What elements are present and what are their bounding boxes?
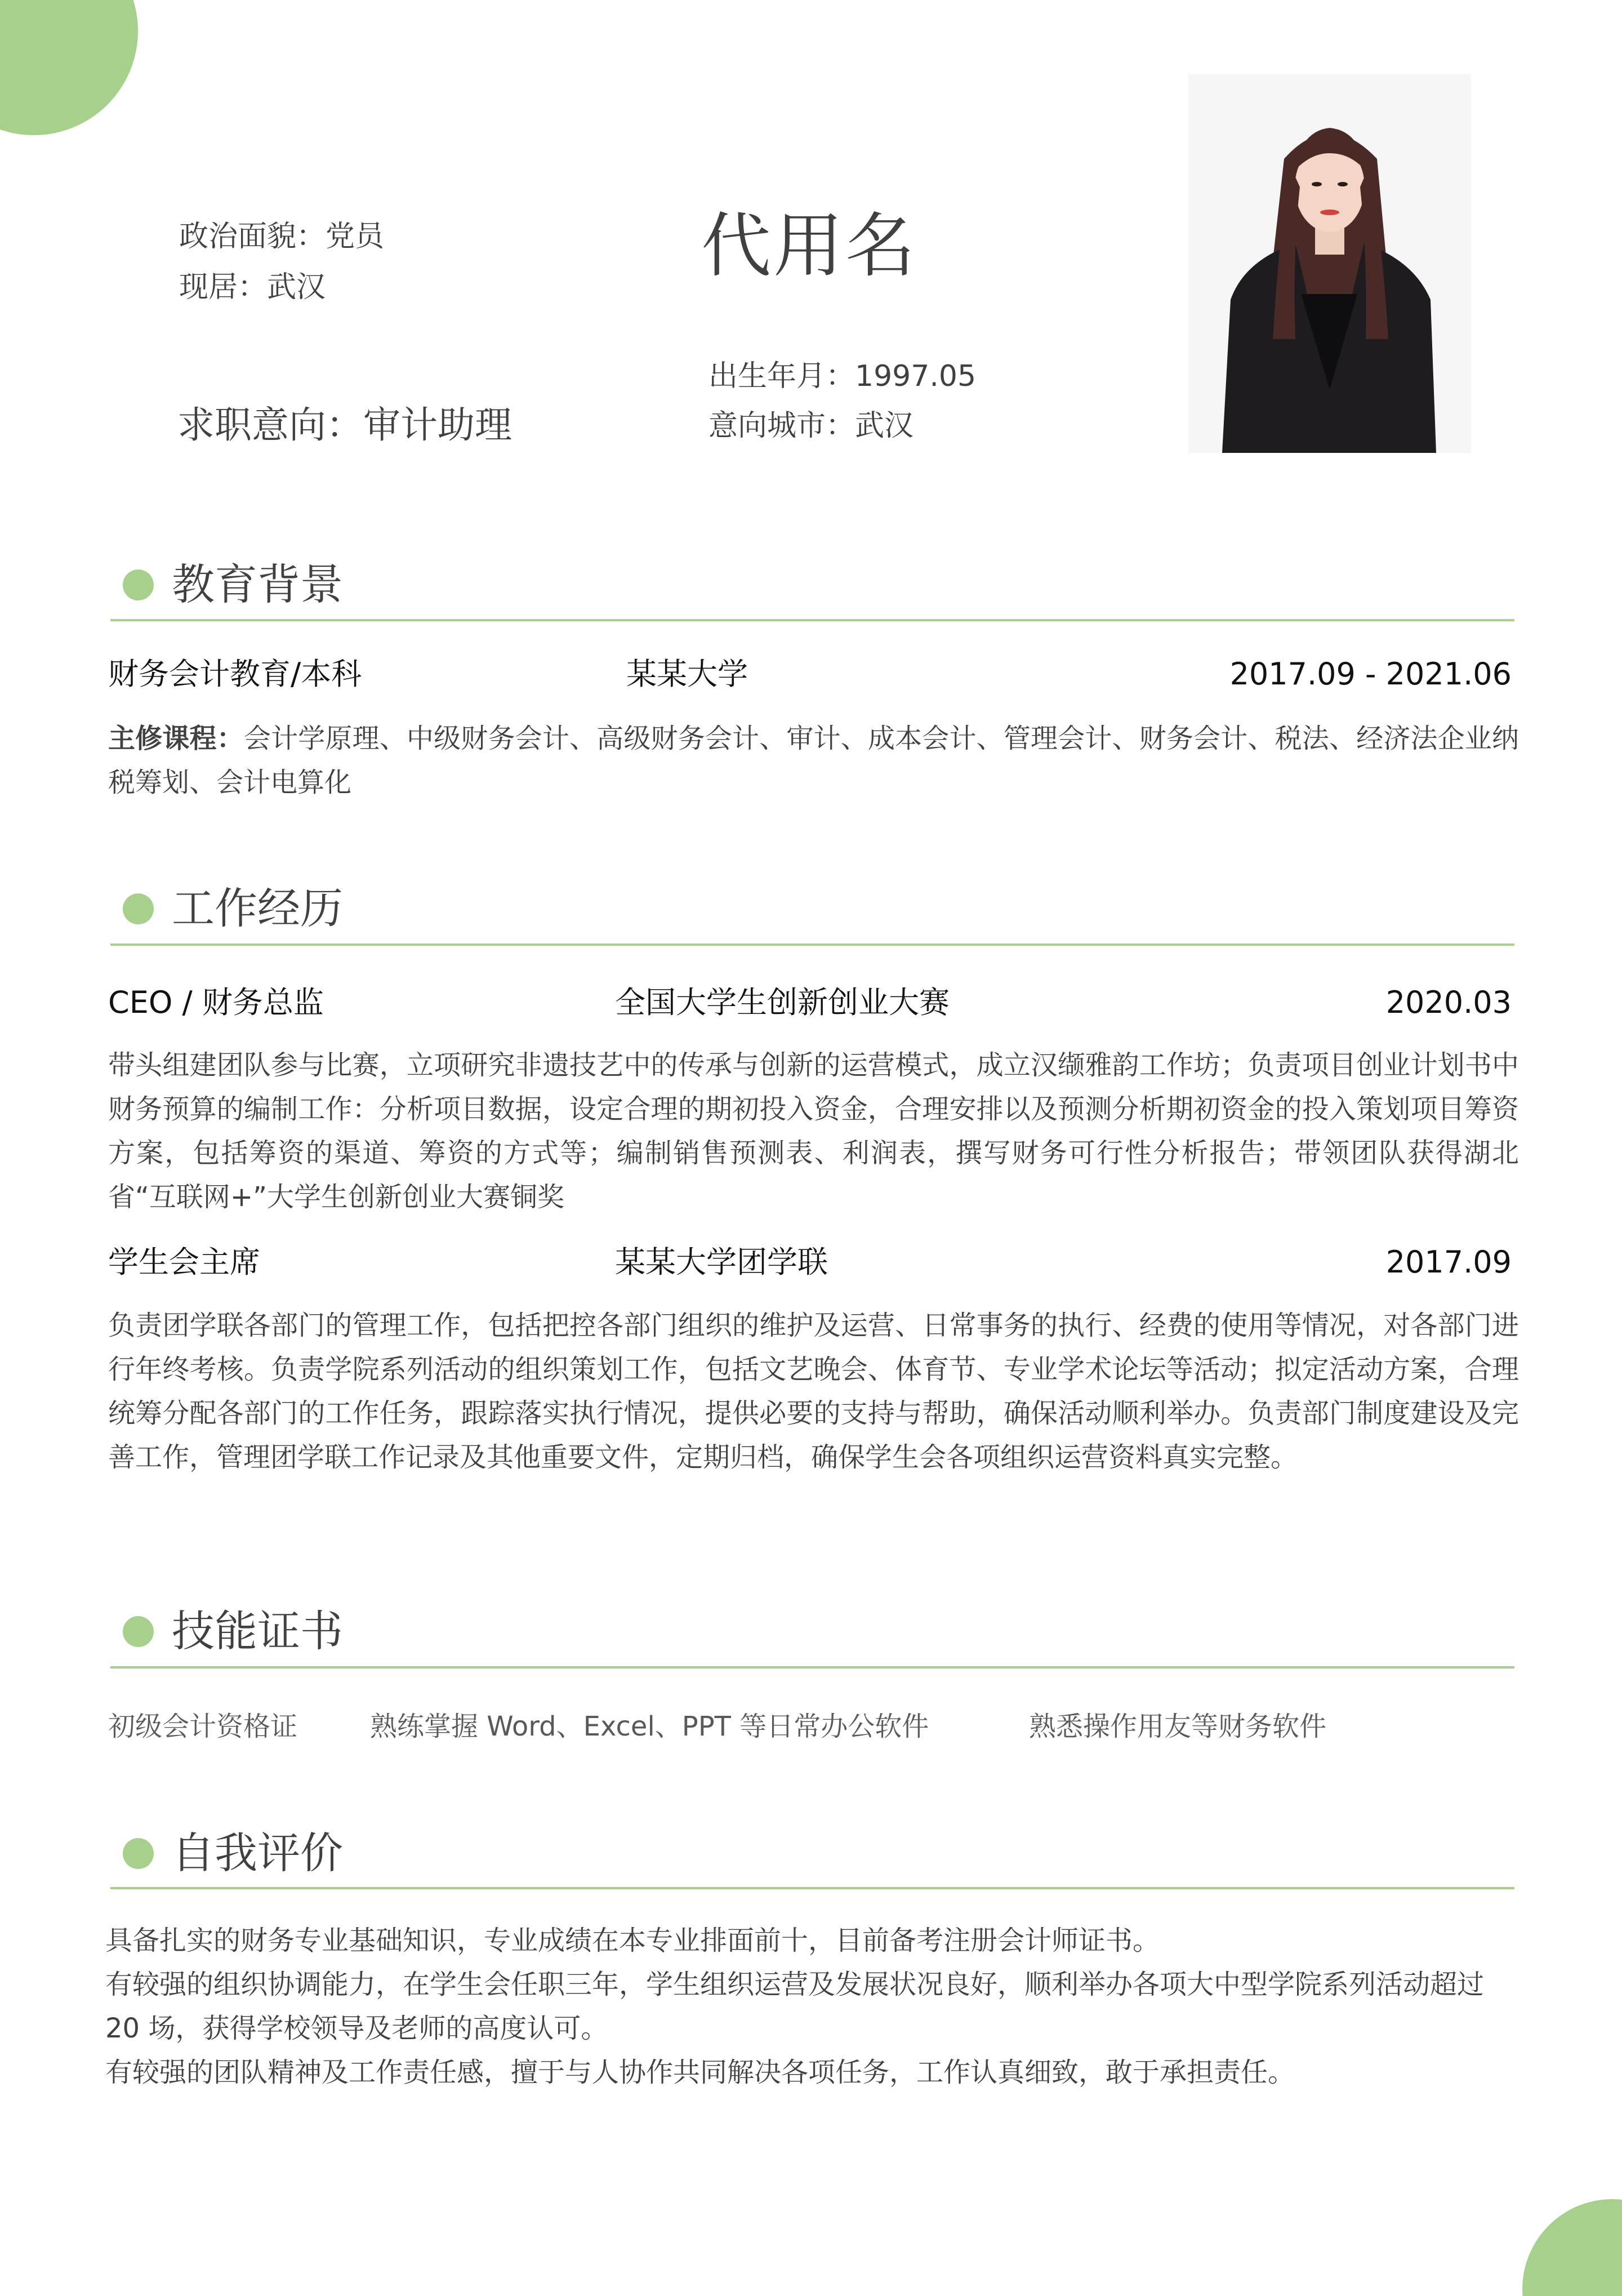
birth-date: 出生年月：1997.05: [708, 359, 977, 393]
education-entry: [108, 655, 1512, 694]
profile-photo: [1188, 74, 1471, 453]
section-work-header: [110, 876, 1514, 944]
job-intent: 求职意向：审计助理: [177, 403, 512, 447]
work-date: 2020.03: [1385, 985, 1512, 1020]
candidate-name: 代用名: [701, 206, 918, 287]
education-courses: [108, 717, 1519, 804]
work-description: 负责团学联各部门的管理工作，包括把控各部门组织的维护及运营、日常事务的执行、经费的使用等情况，对各部门进行年终考核。负责学院系列活动的组织策划工作，包括文艺晚会、体育节、专业学术论坛等活动；拟定活动方案，合理统筹分配各部门的工作任务，跟踪落实执行情况，提供必要的支持与帮助，确保活动顺利举办。负责部门制度建设及完善工作，管理团学联工作记录及其他重要文件，定期归档，确保学生会各项组织运营资料真实完整。: [108, 1310, 1519, 1473]
residence: 现居：武汉: [179, 270, 326, 304]
decorative-circle-bottom-right: [1522, 2199, 1622, 2296]
person-portrait-icon: [1188, 74, 1471, 453]
work-description: 带头组建团队参与比赛，立项研究非遗技艺中的传承与创新的运营模式，成立汉缬雅韵工作坊；负责项目创业计划书中财务预算的编制工作：分析项目数据，设定合理的期初投入资金，合理安排以及预测分析期初资金的投入策划项目筹资方案，包括筹资的渠道、筹资的方式等；编制销售预测表、利润表，撰写财务可行性分析报告；带领团队获得湖北省“互联网+”大学生创新创业大赛铜奖: [108, 1049, 1519, 1213]
skill-item: 熟练掌握 Word、Excel、PPT 等日常办公软件: [370, 1711, 929, 1742]
evaluation-line: 有较强的组织协调能力，在学生会任职三年，学生组织运营及发展状况良好，顺利举办各项大中型学院系列活动超过 20 场，获得学校领导及老师的高度认可。: [105, 1969, 1485, 2044]
section-bullet-icon: [123, 1616, 154, 1647]
education-major: 财务会计教育/本科: [108, 656, 362, 692]
section-title: 教育背景: [172, 559, 343, 609]
section-divider: [110, 619, 1514, 621]
work-entry-header: [108, 983, 1512, 1022]
section-education-header: [110, 552, 1514, 620]
work-role: CEO / 财务总监: [108, 985, 324, 1020]
section-bullet-icon: [123, 569, 154, 600]
section-divider: [110, 944, 1514, 946]
work-organization: 全国大学生创新创业大赛: [615, 985, 950, 1020]
education-school: 某某大学: [626, 656, 748, 692]
section-title: 技能证书: [172, 1606, 343, 1656]
section-title: 自我评价: [172, 1828, 343, 1878]
section-bullet-icon: [123, 893, 154, 924]
section-skills-header: [110, 1599, 1514, 1666]
work-date: 2017.09: [1385, 1244, 1512, 1280]
section-self-evaluation-header: [110, 1821, 1514, 1888]
self-evaluation-text: [105, 1919, 1525, 2094]
evaluation-line: 有较强的团队精神及工作责任感，擅于与人协作共同解决各项任务，工作认真细致，敢于承担责任。: [105, 2057, 1295, 2088]
section-title: 工作经历: [172, 883, 343, 933]
work-entry-header: [108, 1243, 1512, 1282]
work-role: 学生会主席: [108, 1244, 260, 1280]
target-city: 意向城市：武汉: [708, 409, 914, 443]
political-status: 政治面貌：党员: [179, 220, 385, 253]
section-divider: [110, 1887, 1514, 1889]
evaluation-line: 具备扎实的财务专业基础知识，专业成绩在本专业排面前十，目前备考注册会计师证书。: [105, 1925, 1160, 1956]
courses-label: 主修课程：: [108, 723, 244, 754]
courses-list: 会计学原理、中级财务会计、高级财务会计、审计、成本会计、管理会计、财务会计、税法、经济法企业纳税筹划、会计电算化: [108, 723, 1519, 798]
section-bullet-icon: [123, 1838, 154, 1869]
skill-item: 熟悉操作用友等财务软件: [1029, 1711, 1327, 1742]
education-period: 2017.09 - 2021.06: [1229, 656, 1512, 692]
work-organization: 某某大学团学联: [615, 1244, 828, 1280]
section-divider: [110, 1666, 1514, 1668]
decorative-circle-top-left: [0, 0, 138, 135]
skill-item: 初级会计资格证: [108, 1711, 298, 1742]
